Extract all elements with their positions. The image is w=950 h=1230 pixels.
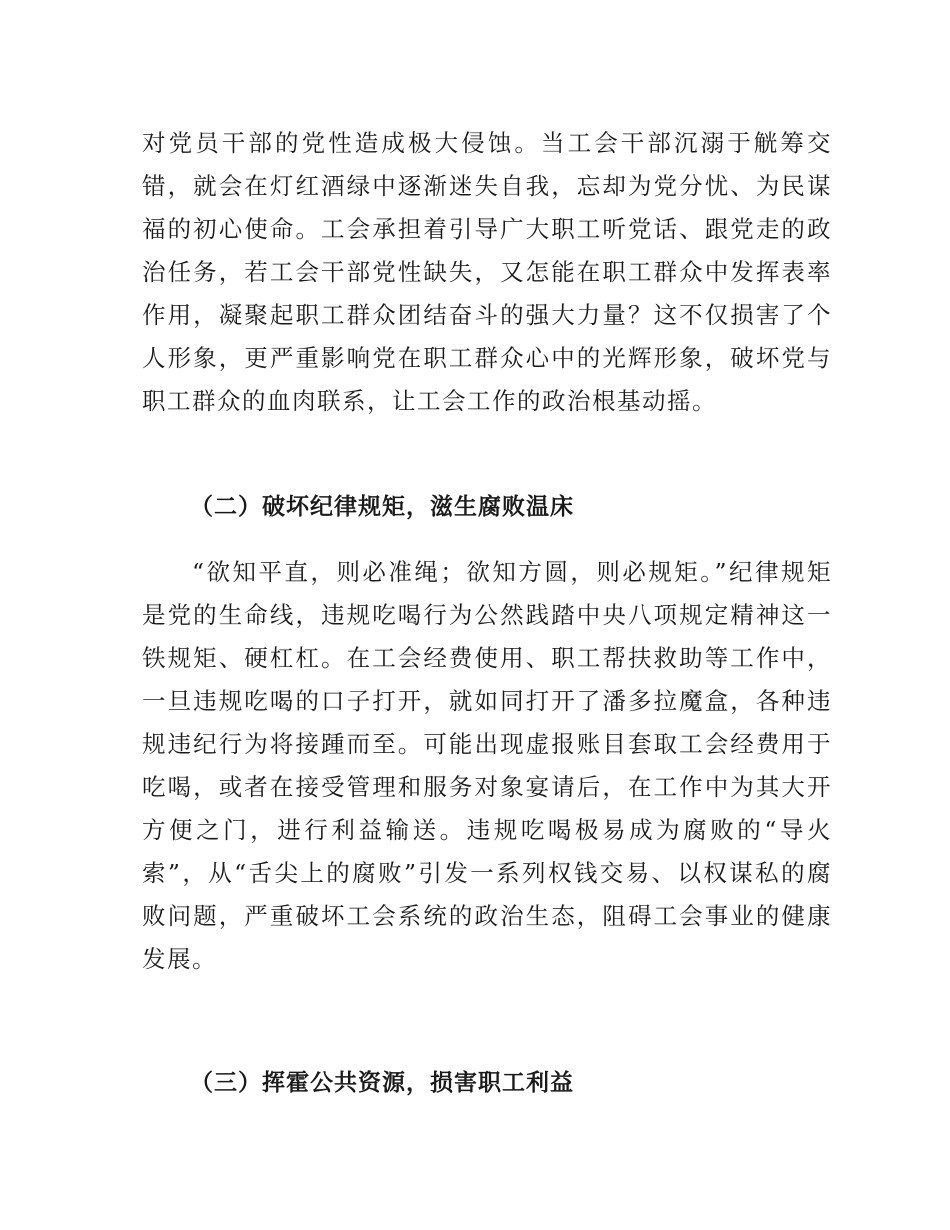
body-paragraph: 对党员干部的党性造成极大侵蚀。当工会干部沉溺于觥筹交错，就会在灯红酒绿中逐渐迷失自我，忘却为党分忧、为民谋福的初心使命。工会承担着引导广大职工听党话、跟党走的政治任务，若工会干部党性缺失，又怎能在职工群众中发挥表率作用，凝聚起职工群众团结奋斗的强大力量？这不仅损害了个人形象，更严重影响党在职工群众心中的光辉形象，破坏党与职工群众的血肉联系，让工会工作的政治根基动摇。 bbox=[142, 129, 832, 415]
body-paragraph: “欲知平直，则必准绳；欲知方圆，则必规矩。”纪律规矩是党的生命线，违规吃喝行为公然践踏中央八项规定精神这一铁规矩、硬杠杠。在工会经费使用、职工帮扶救助等工作中，一旦违规吃喝的口子打开，就如同打开了潘多拉魔盒，各种违规违纪行为将接踵而至。可能出现虚报账目套取工会经费用于吃喝，或者在接受管理和服务对象宴请后，在工作中为其大开方便之门，进行利益输送。违规吃喝极易成为腐败的“导火索”，从“舌尖上的腐败”引发一系列权钱交易、以权谋私的腐败问题，严重破坏工会系统的政治生态，阻碍工会事业的健康发展。 bbox=[142, 558, 832, 973]
section-heading: （三）挥霍公共资源，损害职工利益 bbox=[190, 1070, 574, 1096]
section-heading: （二）破坏纪律规矩，滋生腐败温床 bbox=[190, 494, 574, 520]
